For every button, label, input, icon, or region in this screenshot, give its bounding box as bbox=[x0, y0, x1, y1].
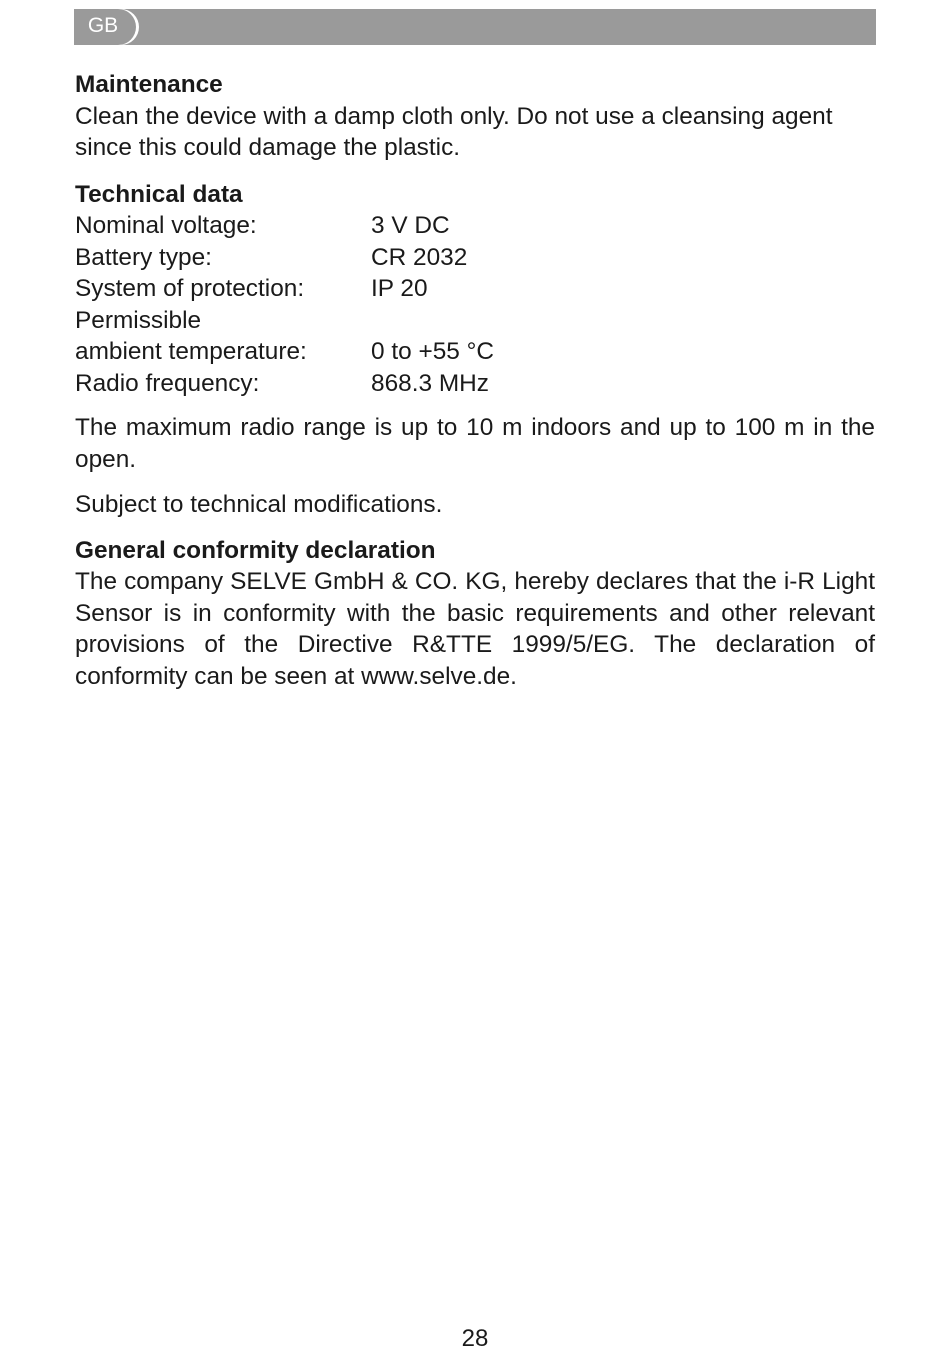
table-row bbox=[75, 242, 494, 274]
technical-data-table bbox=[75, 210, 494, 399]
maintenance-heading: Maintenance bbox=[75, 71, 223, 98]
header-bar bbox=[74, 9, 876, 45]
conformity-heading: General conformity declaration bbox=[75, 536, 436, 564]
page-number: 28 bbox=[461, 1325, 489, 1352]
page-content bbox=[75, 69, 875, 692]
tech-label: Battery type: bbox=[75, 243, 212, 271]
technical-data-heading: Technical data bbox=[75, 180, 243, 208]
tech-value: 868.3 MHz bbox=[371, 369, 489, 397]
tech-label: Nominal voltage: bbox=[75, 212, 257, 239]
tech-label: ambient temperature: bbox=[75, 338, 307, 365]
tech-value: 0 to +55 °C bbox=[371, 338, 494, 365]
conformity-section bbox=[75, 535, 875, 693]
maintenance-text: Clean the device with a damp cloth only. Do not use a cleansing agent since this could damage the plastic. bbox=[75, 102, 833, 161]
table-row bbox=[75, 336, 494, 368]
tech-value bbox=[371, 305, 494, 337]
tech-label: Permissible bbox=[75, 306, 202, 334]
tech-value: CR 2032 bbox=[371, 243, 468, 271]
table-row bbox=[75, 305, 494, 337]
technical-data-section bbox=[75, 179, 875, 400]
language-tab bbox=[74, 9, 136, 45]
table-row bbox=[75, 273, 494, 305]
tech-value: 3 V DC bbox=[371, 212, 450, 239]
tech-label: System of protection: bbox=[75, 275, 305, 302]
modifications-text: Subject to technical modifications. bbox=[75, 491, 443, 518]
language-tab-label: GB bbox=[87, 14, 119, 37]
table-row bbox=[75, 368, 494, 400]
table-row bbox=[75, 210, 494, 242]
conformity-text: The company SELVE GmbH & CO. KG, hereby declares that the i-R Light Sensor is in conformity with the basic requirements and other relevant provisions of the Directive R&TTE 1999/5/EG. The declaration of conformity can be seen at www.selve.de. bbox=[75, 568, 875, 690]
tech-value: IP 20 bbox=[371, 275, 428, 302]
maintenance-section bbox=[75, 69, 875, 164]
tech-label: Radio frequency: bbox=[75, 369, 260, 397]
radio-range-text: The maximum radio range is up to 10 m indoors and up to 100 m in the open. bbox=[75, 414, 875, 473]
